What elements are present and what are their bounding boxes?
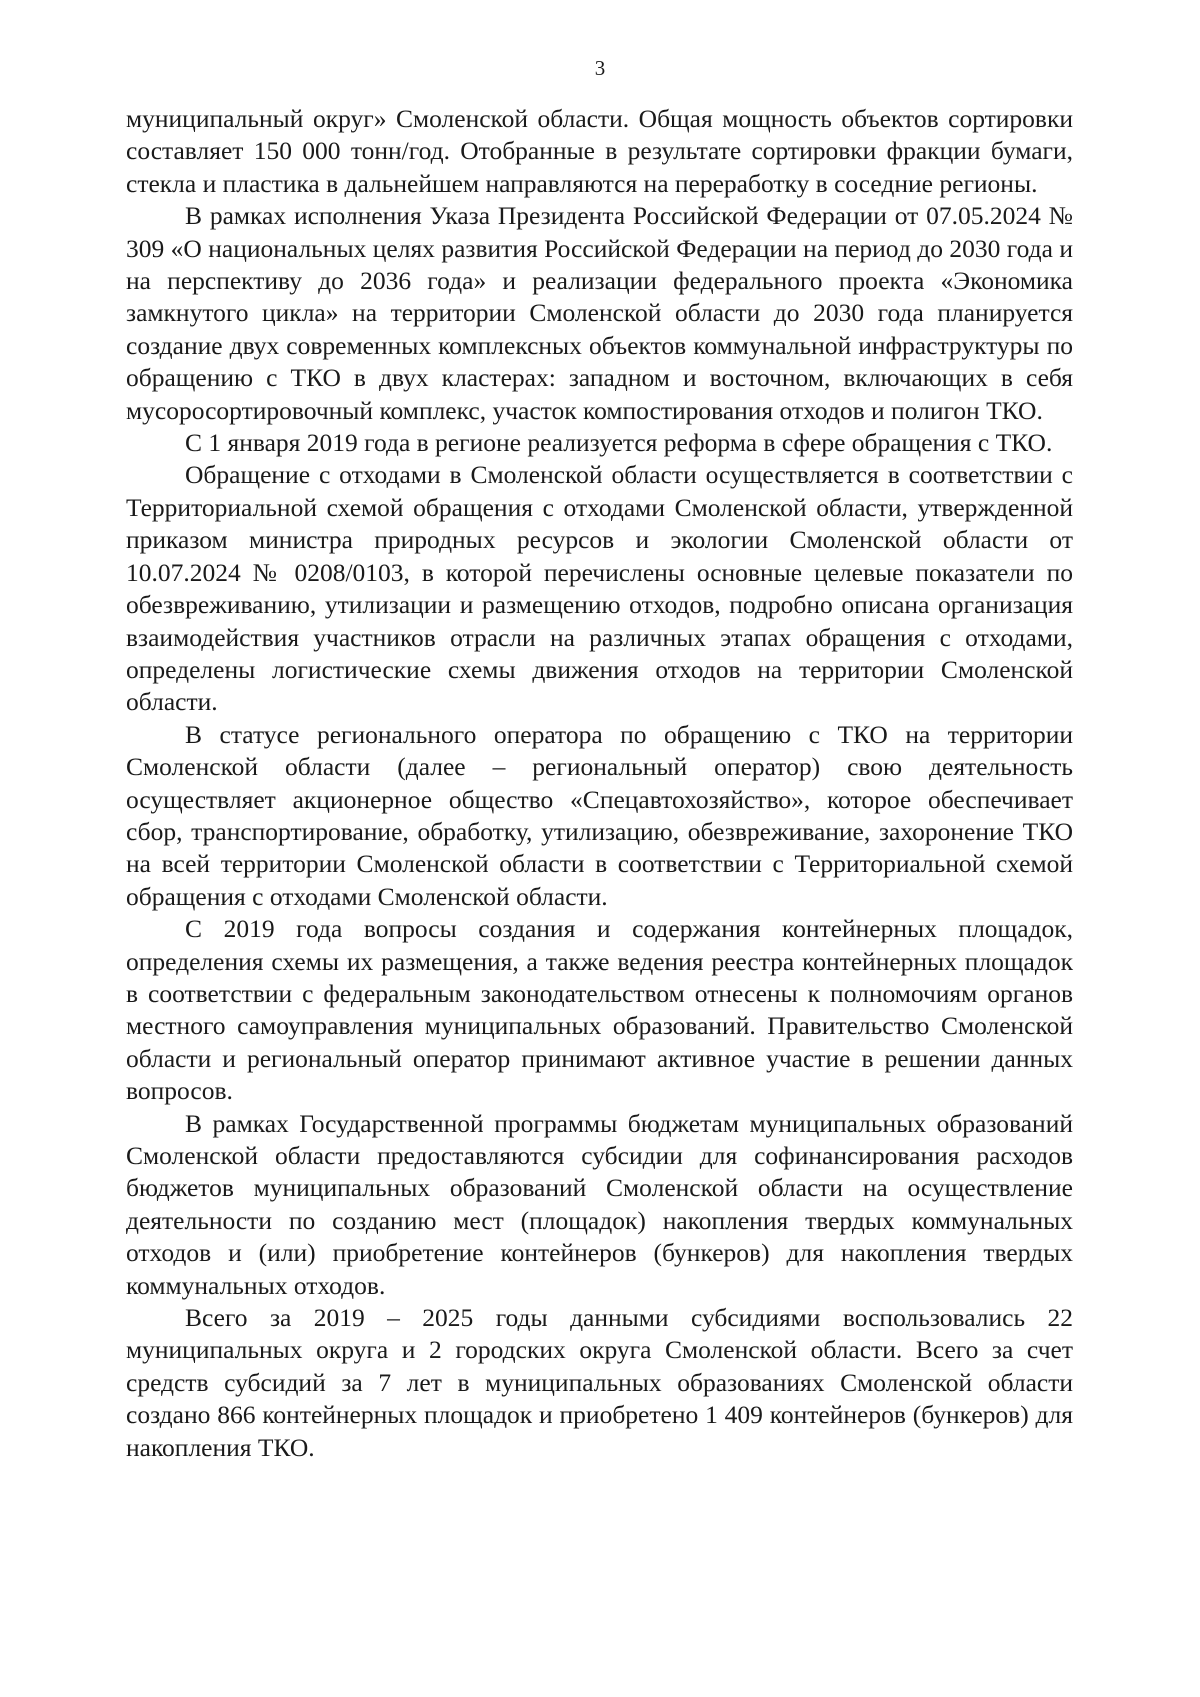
paragraph-regional-operator: В статусе регионального оператора по обращению с ТКО на территории Смоленской области (далее – региональный оператор) свою деятельность осуществляет акционерное общество «Спецавтохозяйство», которое обеспечивает сбор, транспортирование, обработку, утилизацию, обезвреживание, захоронение ТКО на всей территории Смоленской области в соответствии с Территориальной схемой обращения с отходами Смоленской области. [126,719,1073,911]
document-body [126,103,1073,1464]
paragraph-reform: С 1 января 2019 года в регионе реализуется реформа в сфере обращения с ТКО. [185,428,1053,458]
paragraph-subsidies: В рамках Государственной программы бюджетам муниципальных образований Смоленской области предоставляются субсидии для софинансирования расходов бюджетов муниципальных образований Смоленской области на осуществление деятельности по созданию мест (площадок) накопления твердых коммунальных отходов и (или) приобретение контейнеров (бункеров) для накопления твердых коммунальных отходов. [126,1108,1073,1300]
paragraph-continuation: муниципальный округ» Смоленской области. Общая мощность объектов сортировки составляет 150 000 тонн/год. Отобранные в результате сортировки фракции бумаги, стекла и пластика в дальнейшем направляются на переработку в соседние регионы. [126,104,1073,198]
page-number: 3 [594,56,606,80]
paragraph-results: Всего за 2019 – 2025 годы данными субсидиями воспользовались 22 муниципальных округа и 2 городских округа Смоленской области. Всего за счет средств субсидий за 7 лет в муниципальных образованиях Смоленской области создано 866 контейнерных площадок и приобретено 1 409 контейнеров (бункеров) для накопления ТКО. [126,1303,1073,1462]
paragraph-territorial-scheme: Обращение с отходами в Смоленской области осуществляется в соответствии с Территориальной схемой обращения с отходами Смоленской области, утвержденной приказом министра природных ресурсов и экологии Смоленской области от 10.07.2024 № 0208/0103, в которой перечислены основные целевые показатели по обезвреживанию, утилизации и размещению отходов, подробно описана организация взаимодействия участников отрасли на различных этапах обращения с отходами, определены логистические схемы движения отходов на территории Смоленской области. [126,460,1073,717]
paragraph-presidential-decree: В рамках исполнения Указа Президента Российской Федерации от 07.05.2024 № 309 «О национальных целях развития Российской Федерации на период до 2030 года и на перспективу до 2036 года» и реализации федерального проекта «Экономика замкнутого цикла» на территории Смоленской области до 2030 года планируется создание двух современных комплексных объектов коммунальной инфраструктуры по обращению с ТКО в двух кластерах: западном и восточном, включающих в себя мусоросортировочный комплекс, участок компостирования отходов и полигон ТКО. [126,201,1073,425]
paragraph-container-sites: С 2019 года вопросы создания и содержания контейнерных площадок, определения схемы их размещения, а также ведения реестра контейнерных площадок в соответствии с федеральным законодательством отнесены к полномочиям органов местного самоуправления муниципальных образований. Правительство Смоленской области и региональный оператор принимают активное участие в решении данных вопросов. [126,914,1073,1106]
